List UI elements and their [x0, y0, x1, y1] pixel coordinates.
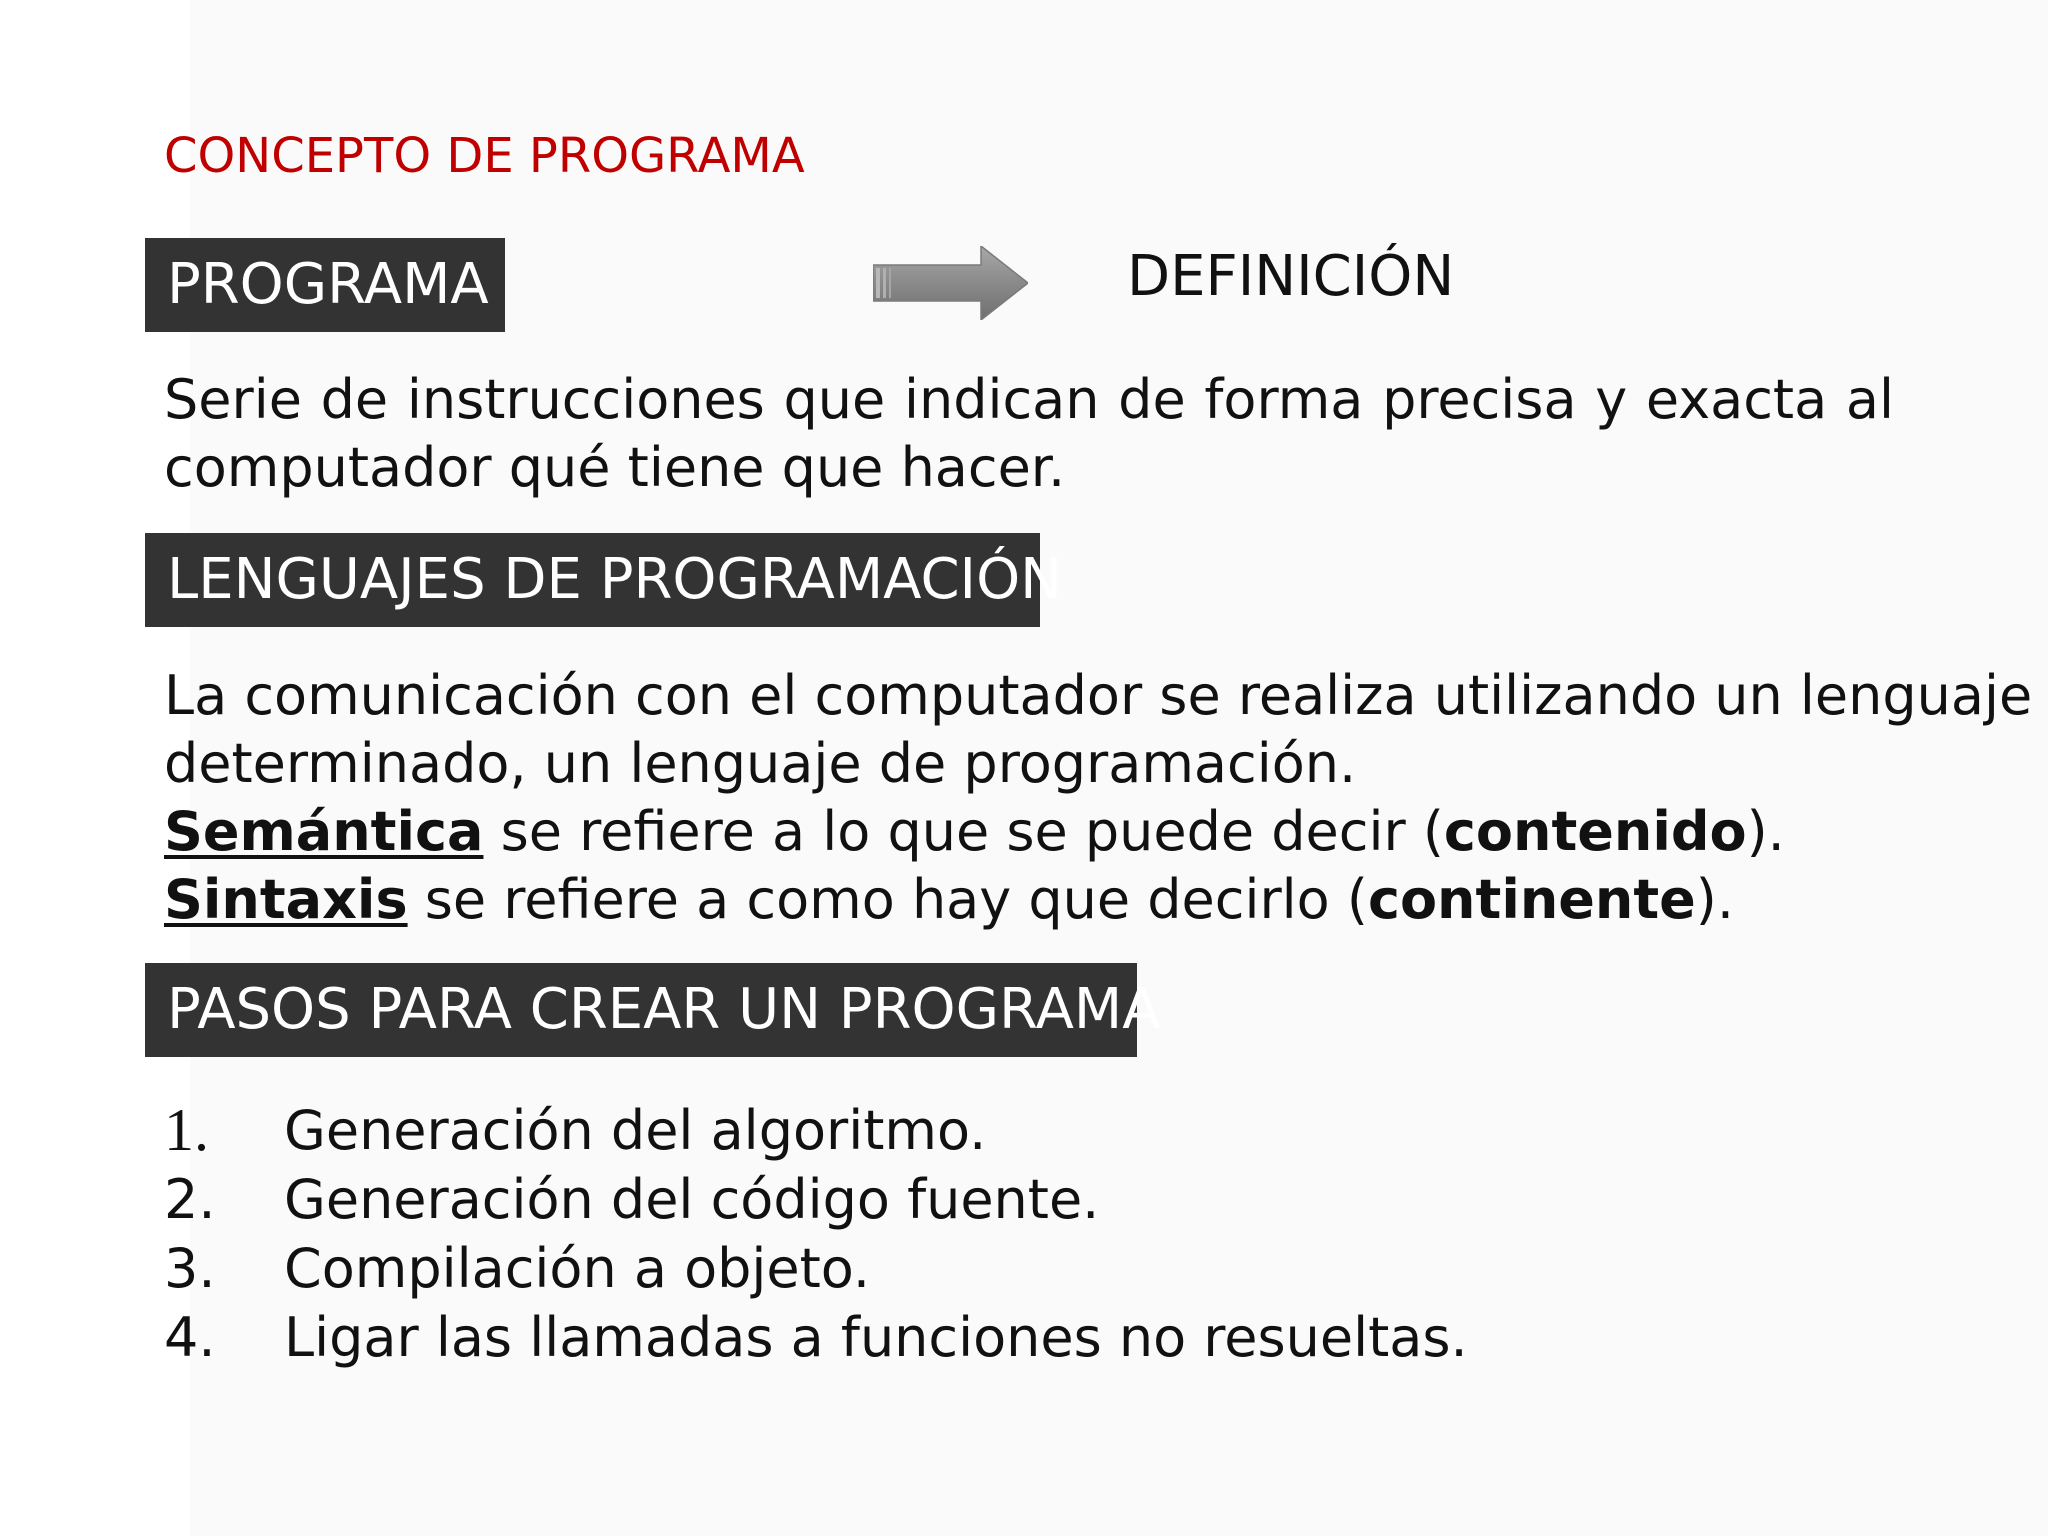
right-arrow-icon: [873, 246, 1028, 320]
semantica-text: se refiere a lo que se puede decir (: [483, 800, 1444, 863]
semantica-line: [164, 798, 1894, 866]
step-text: Ligar las llamadas a funciones no resueltas.: [284, 1306, 1468, 1369]
step-number: 4.: [164, 1306, 216, 1369]
section-heading-pasos: [145, 963, 1161, 1057]
sintaxis-line: [164, 866, 1894, 934]
programa-definition: Serie de instrucciones que indican de forma precisa y exacta al computador qué tiene que hacer.: [164, 368, 1894, 499]
step-text: Compilación a objeto.: [284, 1237, 871, 1300]
section-heading-lenguajes-label: LENGUAJES DE PROGRAMACIÓN: [167, 547, 1063, 612]
sintaxis-text: se refiere a como hay que decirlo (: [407, 868, 1368, 931]
step-number: 3.: [164, 1237, 216, 1300]
lenguajes-intro-line-2: determinado, un lenguaje de programación.: [164, 732, 1357, 795]
step-text: Generación del código fuente.: [284, 1168, 1100, 1231]
section-heading-pasos-label: PASOS PARA CREAR UN PROGRAMA: [167, 977, 1161, 1042]
step-number: 1.: [164, 1097, 209, 1163]
sintaxis-closing: ).: [1695, 868, 1735, 931]
slide-title: CONCEPTO DE PROGRAMA: [164, 128, 805, 184]
semantica-closing: ).: [1746, 800, 1785, 863]
definition-label: DEFINICIÓN: [1127, 244, 1455, 309]
step-number: 2.: [164, 1168, 216, 1231]
sintaxis-term: Sintaxis: [164, 868, 408, 931]
lenguajes-paragraph: [164, 662, 2033, 934]
section-heading-programa-label: PROGRAMA: [167, 252, 489, 317]
step-text: Generación del algoritmo.: [284, 1099, 987, 1162]
lenguajes-intro-line-1: La comunicación con el computador se realiza utilizando un lenguaje: [164, 664, 2033, 727]
sintaxis-emphasis: continente: [1367, 868, 1696, 931]
section-heading-lenguajes: [145, 533, 1063, 627]
section-heading-programa: [145, 238, 505, 332]
semantica-term: Semántica: [164, 800, 484, 863]
semantica-emphasis: contenido: [1443, 800, 1747, 863]
